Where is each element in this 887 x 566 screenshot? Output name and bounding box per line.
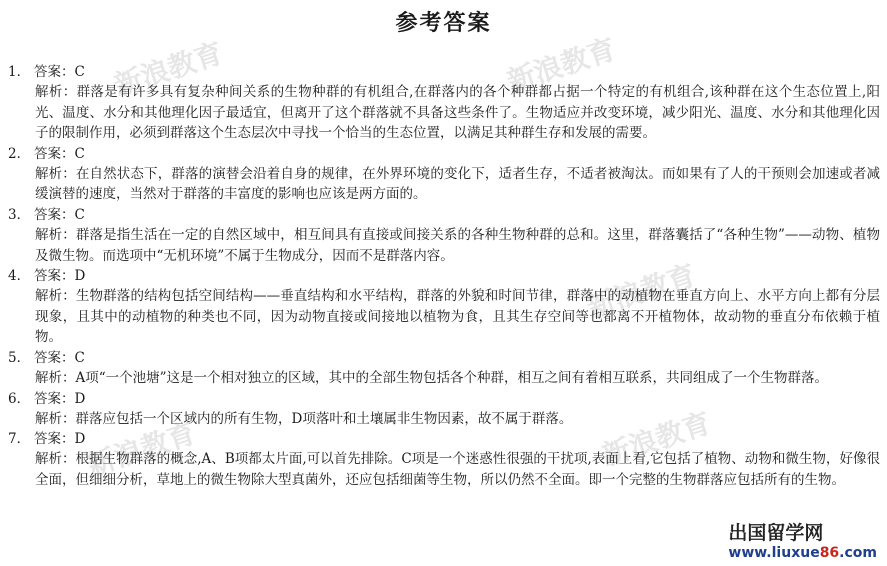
analysis-label: 解析： [35,369,76,386]
analysis-text [35,368,880,389]
site-brand-logo [724,517,881,562]
analysis-body: 根据生物群落的概念,A、B项都太片面,可以首先排除。C项是一个迷惑性很强的干扰项,表面上看,它包括了植物、动物和微生物，好像很全面，但细细分析，草地上的微生物除大型真菌外，还应包括细菌等生物，所以仍然不全面。即一个完整的生物群落应包括所有的生物。 [35,451,880,488]
answer-label: 答案： [34,206,75,223]
analysis-text [35,82,880,144]
brand-url-suffix: .com [839,545,877,561]
answer-value: C [74,64,85,80]
analysis-label: 解析： [35,410,76,427]
answer-value: C [74,206,85,223]
answer-value: D [74,431,86,448]
item-number: 1． [8,64,31,80]
item-number: 5． [8,349,31,366]
answer-line [8,348,880,368]
answer-item [8,389,880,430]
brand-name: 出国留学网 [728,522,824,544]
answer-value: C [74,349,85,366]
answer-label: 答案： [34,64,75,80]
analysis-label: 解析： [35,226,76,243]
answer-label: 答案： [34,431,75,448]
answer-item [8,348,880,389]
analysis-label: 解析： [35,165,76,182]
item-number: 4． [8,268,31,285]
analysis-text [35,286,880,348]
analysis-body: 群落是指生活在一定的自然区域中，相互间具有直接或间接关系的各种生物种群的总和。这里，群落囊括了“各种生物”——动物、植物及微生物。而选项中“无机环境”不属于生物成分，因而不是群落内容。 [35,226,880,264]
analysis-text [35,164,880,205]
answer-list [8,62,880,490]
brand-url-number: 86 [819,545,840,561]
answer-value: D [74,268,86,285]
analysis-body: 群落应包括一个区域内的所有生物，D项落叶和土壤属非生物因素，故不属于群落。 [75,410,573,427]
answer-line [8,205,880,225]
watermark: 新浪教育 [503,32,620,99]
answer-line [8,144,880,164]
analysis-label: 解析： [35,288,76,305]
answer-item [8,144,880,205]
analysis-body: 群落是有许多具有复杂种间关系的生物种群的有机组合,在群落内的各个种群都占据一个特定的有机组合,该种群在这个生态位置上,阳光、温度、水分和其他理化因子最适宜，但离开了这个群落就不具备这些条件了。生物适应并改变环境，减少阳光、温度、水分和其他理化因子的限制作用，必须到群落这个生态层次中寻找一个恰当的生态位置，以满足其种群生存和发展的需要。 [35,84,881,142]
answer-value: D [74,390,86,407]
brand-url-part: www.liuxue [728,545,820,561]
brand-url [728,545,877,561]
answer-line [8,429,880,449]
analysis-label: 解析： [35,84,77,100]
item-number: 6． [8,390,31,407]
watermark: 新浪教育 [583,258,700,325]
item-number: 3． [8,206,31,223]
analysis-text [35,225,880,266]
answer-line [8,62,880,82]
item-number: 2． [8,145,31,162]
answer-line [8,266,880,286]
analysis-label: 解析： [35,451,76,468]
watermark: 新浪教育 [83,416,200,483]
answer-label: 答案： [34,349,75,366]
answer-label: 答案： [34,145,75,162]
answer-value: C [74,145,85,162]
answer-label: 答案： [34,268,75,285]
page-title: 参考答案 [395,11,492,36]
answer-item [8,429,880,490]
analysis-body: A项“一个池塘”这是一个相对独立的区域，其中的全部生物包括各个种群，相互之间有着相互联系，共同组成了一个生物群落。 [75,369,829,386]
watermark: 新浪教育 [110,36,227,103]
item-number: 7． [8,431,31,448]
answer-item [8,266,880,348]
answer-label: 答案： [34,390,75,407]
analysis-body: 生物群落的结构包括空间结构——垂直结构和水平结构，群落的外貌和时间节律，群落中的动植物在垂直方向上、水平方向上都有分层现象，且其中的动植物的种类也不同，因为动物直接或间接地以植物为食，且其生存空间等也都离不开植物体，故动物的垂直分布依赖于植物。 [35,288,881,346]
answer-line [8,389,880,409]
analysis-text [35,409,880,430]
answer-item [8,205,880,266]
analysis-body: 在自然状态下，群落的演替会沿着自身的规律，在外界环境的变化下，适者生存，不适者被淘汰。而如果有了人的干预则会加速或者减缓演替的速度，当然对于群落的丰富度的影响也应该是两方面的。 [35,165,881,203]
answer-item [8,62,880,144]
watermark: 新浪教育 [598,406,715,473]
analysis-text [35,449,880,490]
